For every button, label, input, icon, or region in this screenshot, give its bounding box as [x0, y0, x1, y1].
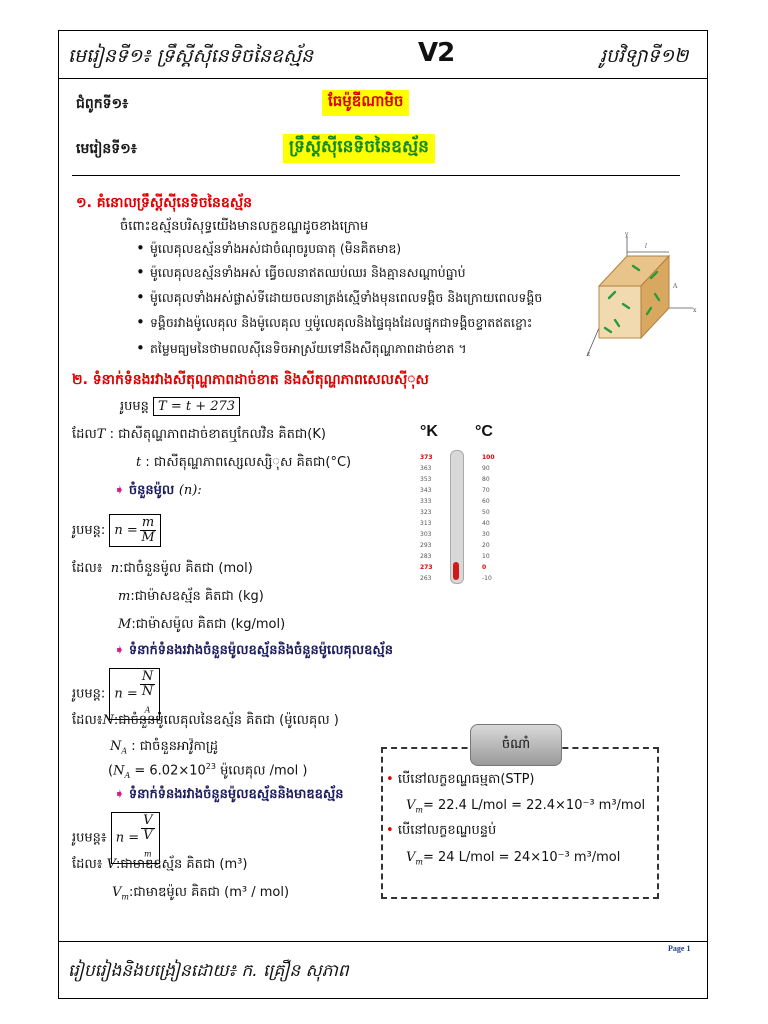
def-text: :ជាចំនួនម៉ូល គិតជា (mol)	[119, 561, 253, 576]
kelvin-unit: °K	[420, 423, 438, 440]
celsius-tick-label: 80	[482, 476, 490, 483]
var-N: N	[113, 763, 125, 779]
moles-formula-row	[72, 514, 161, 547]
var-n: n	[110, 561, 120, 576]
formula-lhs: n =	[114, 523, 138, 538]
note-formula: = 24 L/mol = 24×10⁻³ m³/mol	[422, 850, 621, 865]
kelvin-tick-label: 273	[420, 564, 433, 571]
section2-heading: ២. ទំនាក់ទំនងរវាងសីតុណ្ហភាពដាច់ខាត និងសីតុណ្ហភាពសេលស៊ីុស	[72, 372, 429, 388]
formula-label: រូបមន្ត៖	[72, 830, 107, 846]
v2-logo: V2	[418, 38, 455, 68]
moles-heading-var: (n):	[178, 483, 202, 498]
svg-text:x: x	[693, 307, 697, 314]
def-text: :ជាមាឌម៉ូល គិតជា (m³ / mol)	[128, 885, 290, 900]
svg-text:l: l	[645, 243, 647, 250]
where-label: ដែល៖	[72, 857, 103, 872]
svg-text:y: y	[625, 231, 629, 238]
header-lesson-title: មេរៀនទី១៖ ទ្រឹស្តីស៊ីនេទិចនៃឧស្ម័ន	[68, 45, 314, 67]
formula-label: រូបមន្ត:	[72, 523, 106, 538]
formula-num: m	[141, 515, 155, 530]
chapter-label: ជំពូកទី១៖	[76, 96, 129, 112]
kelvin-tick-label: 303	[420, 531, 432, 538]
section1-intro: ចំពោះឧស្ម័នបរិសុទ្ធយើងមានលក្ខខណ្ឌដូចខាងក្រោម	[120, 219, 369, 234]
var-sub: m	[121, 892, 129, 902]
moles-def-m	[118, 588, 264, 607]
where-label: ដែល៖	[72, 713, 103, 728]
def-text: :ជាមាឌឧស្ម័ន គិតជា (m³)	[116, 857, 248, 872]
header-divider	[58, 78, 708, 79]
section2-def-T	[72, 426, 326, 445]
def-text: :ជាម៉ាសម៉ូល គិតជា (kg/mol)	[131, 617, 286, 632]
moles-formula	[109, 514, 161, 547]
var-V: V	[112, 885, 122, 900]
def-text: : ជាសីតុណ្ហភាពសេ្សលស្សិុស គិតជា(°C)	[145, 455, 352, 470]
celsius-tick-label: 30	[482, 531, 490, 538]
volume-def-V	[72, 856, 247, 875]
kelvin-tick-label: 343	[420, 487, 432, 494]
arrow-icon: ➧	[114, 787, 125, 802]
kelvin-tick-label: 283	[420, 553, 432, 560]
lesson-title: ទ្រឹស្តីស៊ីនេទិចនៃឧស្ម័ន	[283, 134, 435, 163]
footer-author: រៀបរៀងនិងបង្រៀនដោយ៖ ក. គ្រឿន សុភាព	[68, 961, 349, 981]
kelvin-tick-label: 373	[420, 454, 433, 461]
bullet-icon: •	[386, 772, 394, 787]
formula-lhs: n =	[115, 830, 140, 846]
thermometer-mercury	[453, 562, 459, 581]
var-sub: m	[415, 857, 423, 867]
var-N: N	[110, 739, 122, 754]
volume-heading: ទំនាក់ទំនងរវាងចំនួនម៉ូលឧស្ម័ននិងមាឌឧស្ម័ន	[128, 787, 344, 802]
var-N: N	[102, 713, 114, 728]
svg-text:z: z	[587, 351, 591, 358]
formula-den: V	[143, 828, 153, 843]
formula-lhs: n =	[114, 686, 138, 702]
avogadro-exp: 23	[205, 762, 216, 771]
volume-heading-row	[114, 786, 343, 805]
note-item-room	[386, 822, 496, 841]
note-tab: ចំណាំ	[470, 724, 562, 766]
def-text: : ជាចំនួនអាវ៉ូកាដ្រូ	[131, 739, 218, 754]
svg-text:A: A	[673, 283, 678, 290]
var-V: V	[406, 850, 416, 865]
formula-num: N	[141, 669, 154, 684]
kelvin-tick-label: 263	[420, 575, 432, 582]
formula-den-sub: A	[144, 705, 151, 715]
var-sub: A	[121, 746, 128, 756]
var-sub: m	[415, 805, 423, 815]
moles-def-M	[118, 616, 285, 635]
header-subject: រូបវិទ្យាទី១២	[600, 45, 689, 67]
formula-label: រូបមន្ត:	[72, 686, 106, 702]
celsius-tick-label: 70	[482, 487, 490, 494]
formula-num: V	[143, 813, 153, 828]
celsius-tick-label: 20	[482, 542, 490, 549]
def-text: :ជាចំនួនម៉ូលេគុលនៃឧស្ម័ន គិតជា (ម៉ូលេគុល )	[113, 713, 339, 728]
list-item: • ម៉ូលេគុលឧស្ម័នទាំងអស់ជាចំណុចរូបធាតុ (មិនគិតមាឌ)	[150, 241, 401, 260]
molecules-heading-row	[114, 642, 393, 661]
arrow-icon: ➧	[114, 643, 125, 658]
list-item: • ម៉ូលេគុលឧស្ម័នទាំងអស់ ធ្វើចលនាឥតឈប់ឈរ និងគ្មានសណ្តាប់ធ្នាប់	[150, 265, 466, 284]
list-item: • ម៉ូលេគុលទាំងអស់ផ្លាស់ទីដោយចលនាត្រង់ស្មើទាំងមុនពេលទង្គិច និងក្រោយពេលទង្គិច	[150, 290, 542, 309]
avogadro-value: ($N_A = 6.02\times 10^{23}$ ម៉ូលេគុល /mol )	[108, 762, 308, 780]
formula-den: M	[141, 530, 155, 545]
formula-den-sub: m	[144, 849, 152, 859]
note-text: បើនៅលក្ខខណ្ឌធម្មតា(STP)	[397, 772, 535, 787]
volume-def-Vm	[112, 884, 289, 903]
page-number: Page 1	[668, 944, 691, 953]
footer-divider	[58, 941, 708, 942]
celsius-unit: °C	[475, 423, 493, 440]
def-text: :ជាម៉ាសឧស្ម័ន គិតជា (kg)	[130, 589, 264, 604]
kelvin-tick-label: 333	[420, 498, 432, 505]
var-V: V	[106, 857, 116, 872]
note-formula: = 22.4 L/mol = 22.4×10⁻³ m³/mol	[422, 798, 646, 813]
celsius-tick-label: 40	[482, 520, 490, 527]
celsius-tick-label: 60	[482, 498, 490, 505]
formula-den: N	[141, 684, 154, 699]
section1-heading: ១. គំនោលទ្រឹស្តីស៊ីនេទិចនៃឧស្ម័ន	[76, 195, 253, 211]
note-text: បើនៅលក្ខខណ្ឌបន្ទប់	[397, 823, 497, 838]
var-m: m	[118, 589, 131, 604]
where-label: ដែល	[72, 427, 97, 442]
celsius-tick-label: 10	[482, 553, 490, 560]
moles-heading-row	[114, 482, 202, 501]
var-M: M	[118, 617, 132, 632]
gas-cube-illustration	[585, 228, 705, 360]
molecules-def-N	[72, 712, 339, 731]
def-text: : ជាសីតុណ្ហភាពដាច់ខាតឬកែលវិន គិតជា(K)	[109, 427, 326, 442]
arrow-icon: ➧	[114, 483, 125, 498]
var-sub: A	[124, 770, 131, 780]
kelvin-tick-label: 363	[420, 465, 432, 472]
section2-formula-row	[120, 397, 240, 417]
molecules-heading: ទំនាក់ទំនងរវាងចំនួនម៉ូលឧស្ម័ននិងចំនួនម៉ូលេគុលឧស្ម័ន	[128, 643, 393, 658]
section2-def-t	[136, 454, 351, 473]
avogadro-unit: ម៉ូលេគុល /mol )	[215, 763, 308, 779]
celsius-tick-label: 90	[482, 465, 490, 472]
note-formula-stp	[406, 798, 645, 815]
title-divider	[72, 175, 680, 176]
var-t: t	[136, 455, 142, 470]
lesson-label: មេរៀនទី១៖	[76, 141, 137, 157]
avogadro-number: = 6.02×10	[130, 763, 206, 779]
celsius-tick-label: -10	[482, 575, 492, 582]
kelvin-tick-label: 353	[420, 476, 432, 483]
moles-heading: ចំនួនម៉ូល	[128, 483, 175, 498]
note-item-stp	[386, 771, 535, 790]
var-T: T	[96, 427, 106, 442]
list-item: • តម្លៃមធ្យមនៃថាមពលស៊ីនេទិចអាស្រ័យទៅនឹងសីតុណ្ហភាពដាច់ខាត ។	[150, 341, 467, 360]
kelvin-tick-label: 323	[420, 509, 432, 516]
formula-label: រូបមន្ត	[120, 399, 149, 414]
where-label: ដែល៖	[72, 561, 103, 576]
list-item: • ទង្គិចរវាងម៉ូលេគុល និងម៉ូលេគុល ឬម៉ូលេគុលនិងផ្ទៃធុងដែលផ្ទុកជាទង្គិចខ្ទាតឥតខ្ចោះ	[150, 315, 532, 334]
chapter-title: ធែម៉ូឌីណាមិច	[322, 90, 409, 116]
thermometer	[420, 450, 500, 585]
celsius-tick-label: 50	[482, 509, 490, 516]
celsius-tick-label: 100	[482, 454, 495, 461]
moles-def-n	[72, 560, 253, 579]
molecules-def-NA	[110, 738, 218, 757]
temperature-formula: T = t + 273	[153, 397, 240, 416]
var-V: V	[406, 798, 416, 813]
kelvin-tick-label: 293	[420, 542, 432, 549]
bullet-icon: •	[386, 823, 394, 838]
celsius-tick-label: 0	[482, 564, 487, 571]
kelvin-tick-label: 313	[420, 520, 432, 527]
note-formula-room	[406, 850, 620, 867]
